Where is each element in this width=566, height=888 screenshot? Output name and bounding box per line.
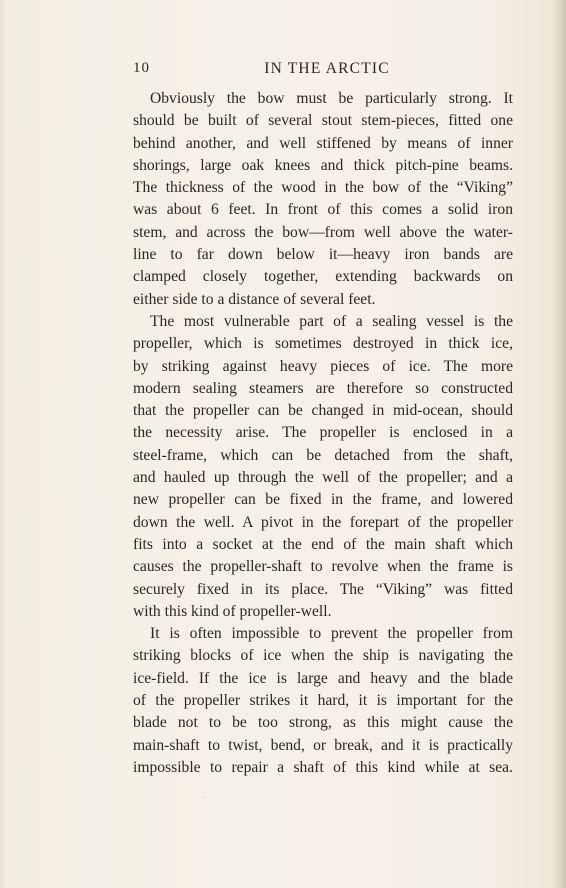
text-line: securely fixed in its place. The “Viking” was fitted xyxy=(133,580,513,598)
gutter-shadow xyxy=(0,0,8,888)
text-line: behind another, and well stiffened by means of inner xyxy=(133,134,513,152)
page-edge-shadow xyxy=(552,0,566,888)
text-line: stem, and across the bow—from well above the water- xyxy=(133,223,513,241)
text-line: was about 6 feet. In front of this comes a solid iron xyxy=(133,201,513,219)
page-number: 10 xyxy=(133,60,150,76)
text-line: and hauled up through the well of the propeller; and a xyxy=(133,469,513,487)
text-line: causes the propeller-shaft to revolve when the frame is xyxy=(133,558,513,576)
text-line: It is often impossible to prevent the propeller from xyxy=(150,625,513,643)
text-line: that the propeller can be changed in mid-ocean, should xyxy=(133,402,513,420)
text-line: main-shaft to twist, bend, or break, and it is practically xyxy=(133,736,513,754)
text-line: with this kind of propeller-well. xyxy=(133,602,332,620)
text-line: steel-frame, which can be detached from the shaft, xyxy=(133,446,513,464)
text-line: propeller, which is sometimes destroyed in thick ice, xyxy=(133,335,513,353)
paper-speck xyxy=(204,797,205,798)
text-line: new propeller can be fixed in the frame, and lowered xyxy=(133,491,513,509)
paper-speck xyxy=(182,745,184,747)
running-head: IN THE ARCTIC xyxy=(264,60,390,77)
page-header xyxy=(133,60,513,82)
text-line: ice-field. If the ice is large and heavy and the blade xyxy=(133,669,513,687)
text-line: blade not to be too strong, as this might cause the xyxy=(133,714,513,732)
text-line: of the propeller strikes it hard, it is important for the xyxy=(133,692,513,710)
text-line: modern sealing steamers are therefore so constructed xyxy=(133,379,513,397)
text-line: Obviously the bow must be particularly strong. It xyxy=(150,90,513,107)
text-line: The most vulnerable part of a sealing vessel is the xyxy=(150,312,513,330)
text-line: down the well. A pivot in the forepart of the propeller xyxy=(133,513,513,531)
text-line: The thickness of the wood in the bow of the “Viking” xyxy=(133,179,513,197)
text-line: clamped closely together, extending backwards on xyxy=(133,268,513,286)
text-line: shorings, large oak knees and thick pitch-pine beams. xyxy=(133,156,513,174)
text-line: fits into a socket at the end of the main shaft which xyxy=(133,535,513,553)
body-text xyxy=(133,88,513,779)
text-line: should be built of several stout stem-pieces, fitted one xyxy=(133,112,513,130)
text-line: the necessity arise. The propeller is enclosed in a xyxy=(133,424,513,442)
text-line: impossible to repair a shaft of this kind while at sea. xyxy=(133,758,513,776)
text-line: line to far down below it—heavy iron bands are xyxy=(133,246,513,264)
text-line: either side to a distance of several feet. xyxy=(133,290,376,308)
text-line: striking blocks of ice when the ship is navigating the xyxy=(133,647,513,665)
text-line: by striking against heavy pieces of ice. The more xyxy=(133,357,513,375)
